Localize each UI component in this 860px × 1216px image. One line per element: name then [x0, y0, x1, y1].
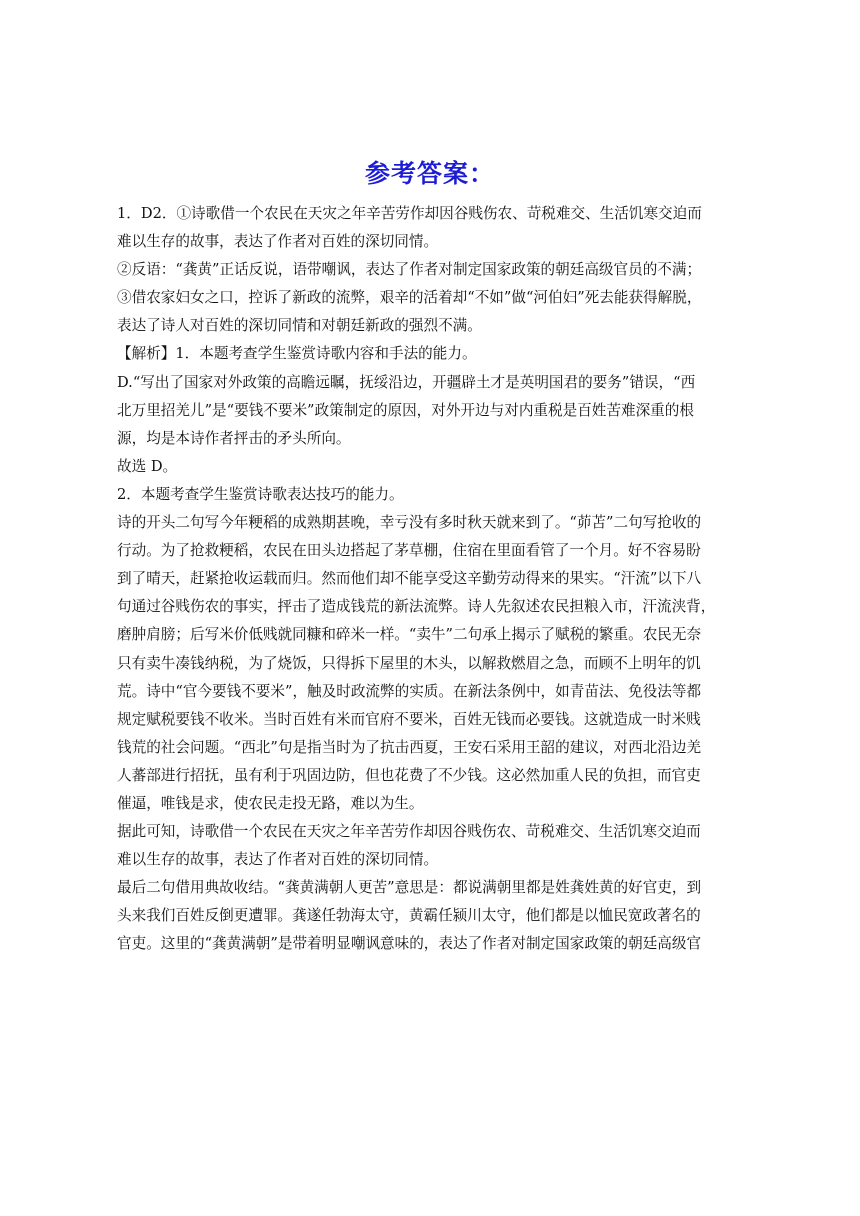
text-line: 据此可知，诗歌借一个农民在天灾之年辛苦劳作却因谷贱伤农、苛税难交、生活饥寒交迫而 — [117, 823, 701, 841]
text-line: 2．本题考查学生鉴赏诗歌表达技巧的能力。 — [117, 485, 404, 503]
text-line: 规定赋税要钱不收米。当时百姓有米而官府不要米，百姓无钱而必要钱。这就造成一时米贱 — [117, 710, 701, 728]
text-line: 源，均是本诗作者抨击的矛头所向。 — [117, 429, 351, 447]
text-line: 催逼，唯钱是求，使农民走投无路，难以为生。 — [117, 794, 424, 812]
text-line: 1．D2．①诗歌借一个农民在天灾之年辛苦劳作却因谷贱伤农、苛税难交、生活饥寒交迫而 — [117, 205, 702, 222]
text-line: 北万里招羌儿”是“要钱不要米”政策制定的原因，对外开边与对内重税是百姓苦难深重的根 — [117, 401, 694, 419]
text-line: 人蕃部进行招抚，虽有利于巩固边防，但也花费了不少钱。这必然加重人民的负担，而官吏 — [117, 766, 701, 784]
text-line: D.“写出了国家对外政策的高瞻远瞩，抚绥沿边，开疆辟土才是英明国君的要务”错误，“西 — [117, 373, 696, 391]
text-line: 诗的开头二句写今年粳稻的成熟期甚晚，幸亏没有多时秋天就来到了。“茆苫”二句写抢收的 — [117, 514, 702, 532]
text-line: 难以生存的故事，表达了作者对百姓的深切同情。 — [117, 233, 439, 251]
text-line: 头来我们百姓反倒更遭罪。龚遂任勃海太守，黄霸任颍川太守，他们都是以恤民宽政著名的 — [117, 907, 701, 925]
text-line: 只有卖牛凑钱纳税，为了烧饭，只得拆下屋里的木头，以解救燃眉之急，而顾不上明年的饥 — [117, 654, 701, 672]
text-line: 难以生存的故事，表达了作者对百姓的深切同情。 — [117, 851, 439, 869]
text-line: 官吏。这里的“龚黄满朝”是带着明显嘲讽意味的，表达了作者对制定国家政策的朝廷高级官 — [117, 935, 702, 953]
text-line: 钱荒的社会问题。“西北”句是指当时为了抗击西夏，王安石采用王韶的建议，对西北沿边羌 — [117, 738, 702, 756]
answer-body — [117, 200, 743, 959]
text-line: 到了晴天，赶紧抢收运载而归。然而他们却不能享受这辛勤劳动得来的果实。“汗流”以下八 — [117, 570, 702, 588]
text-line: 【解析】1．本题考查学生鉴赏诗歌内容和手法的能力。 — [117, 345, 477, 363]
text-line: 行动。为了抢救粳稻，农民在田头边搭起了茅草棚，住宿在里面看管了一个月。好不容易盼 — [117, 542, 701, 560]
text-line: 荒。诗中“官今要钱不要米”，触及时政流弊的实质。在新法条例中，如青苗法、免役法等都 — [117, 682, 702, 700]
text-line: 故选 D。 — [117, 457, 178, 475]
text-line: 句通过谷贱伤农的事实，抨击了造成钱荒的新法流弊。诗人先叙述农民担粮入市，汗流浃背， — [117, 598, 716, 616]
text-line: 磨肿肩膀；后写米价低贱就同糠和碎米一样。“卖牛”二句承上揭示了赋税的繁重。农民无奈 — [117, 626, 702, 644]
text-line: ②反语：“龚黄”正话反说，语带嘲讽，表达了作者对制定国家政策的朝廷高级官员的不满； — [117, 261, 702, 279]
text-line: 最后二句借用典故收结。“龚黄满朝人更苦”意思是：都说满朝里都是姓龚姓黄的好官吏，到 — [117, 879, 702, 897]
page-title: 参考答案： — [364, 159, 495, 188]
text-line: ③借农家妇女之口，控诉了新政的流弊，艰辛的活着却“不如”做“河伯妇”死去能获得解脱， — [117, 289, 702, 307]
text-line: 表达了诗人对百姓的深切同情和对朝廷新政的强烈不满。 — [117, 317, 482, 335]
